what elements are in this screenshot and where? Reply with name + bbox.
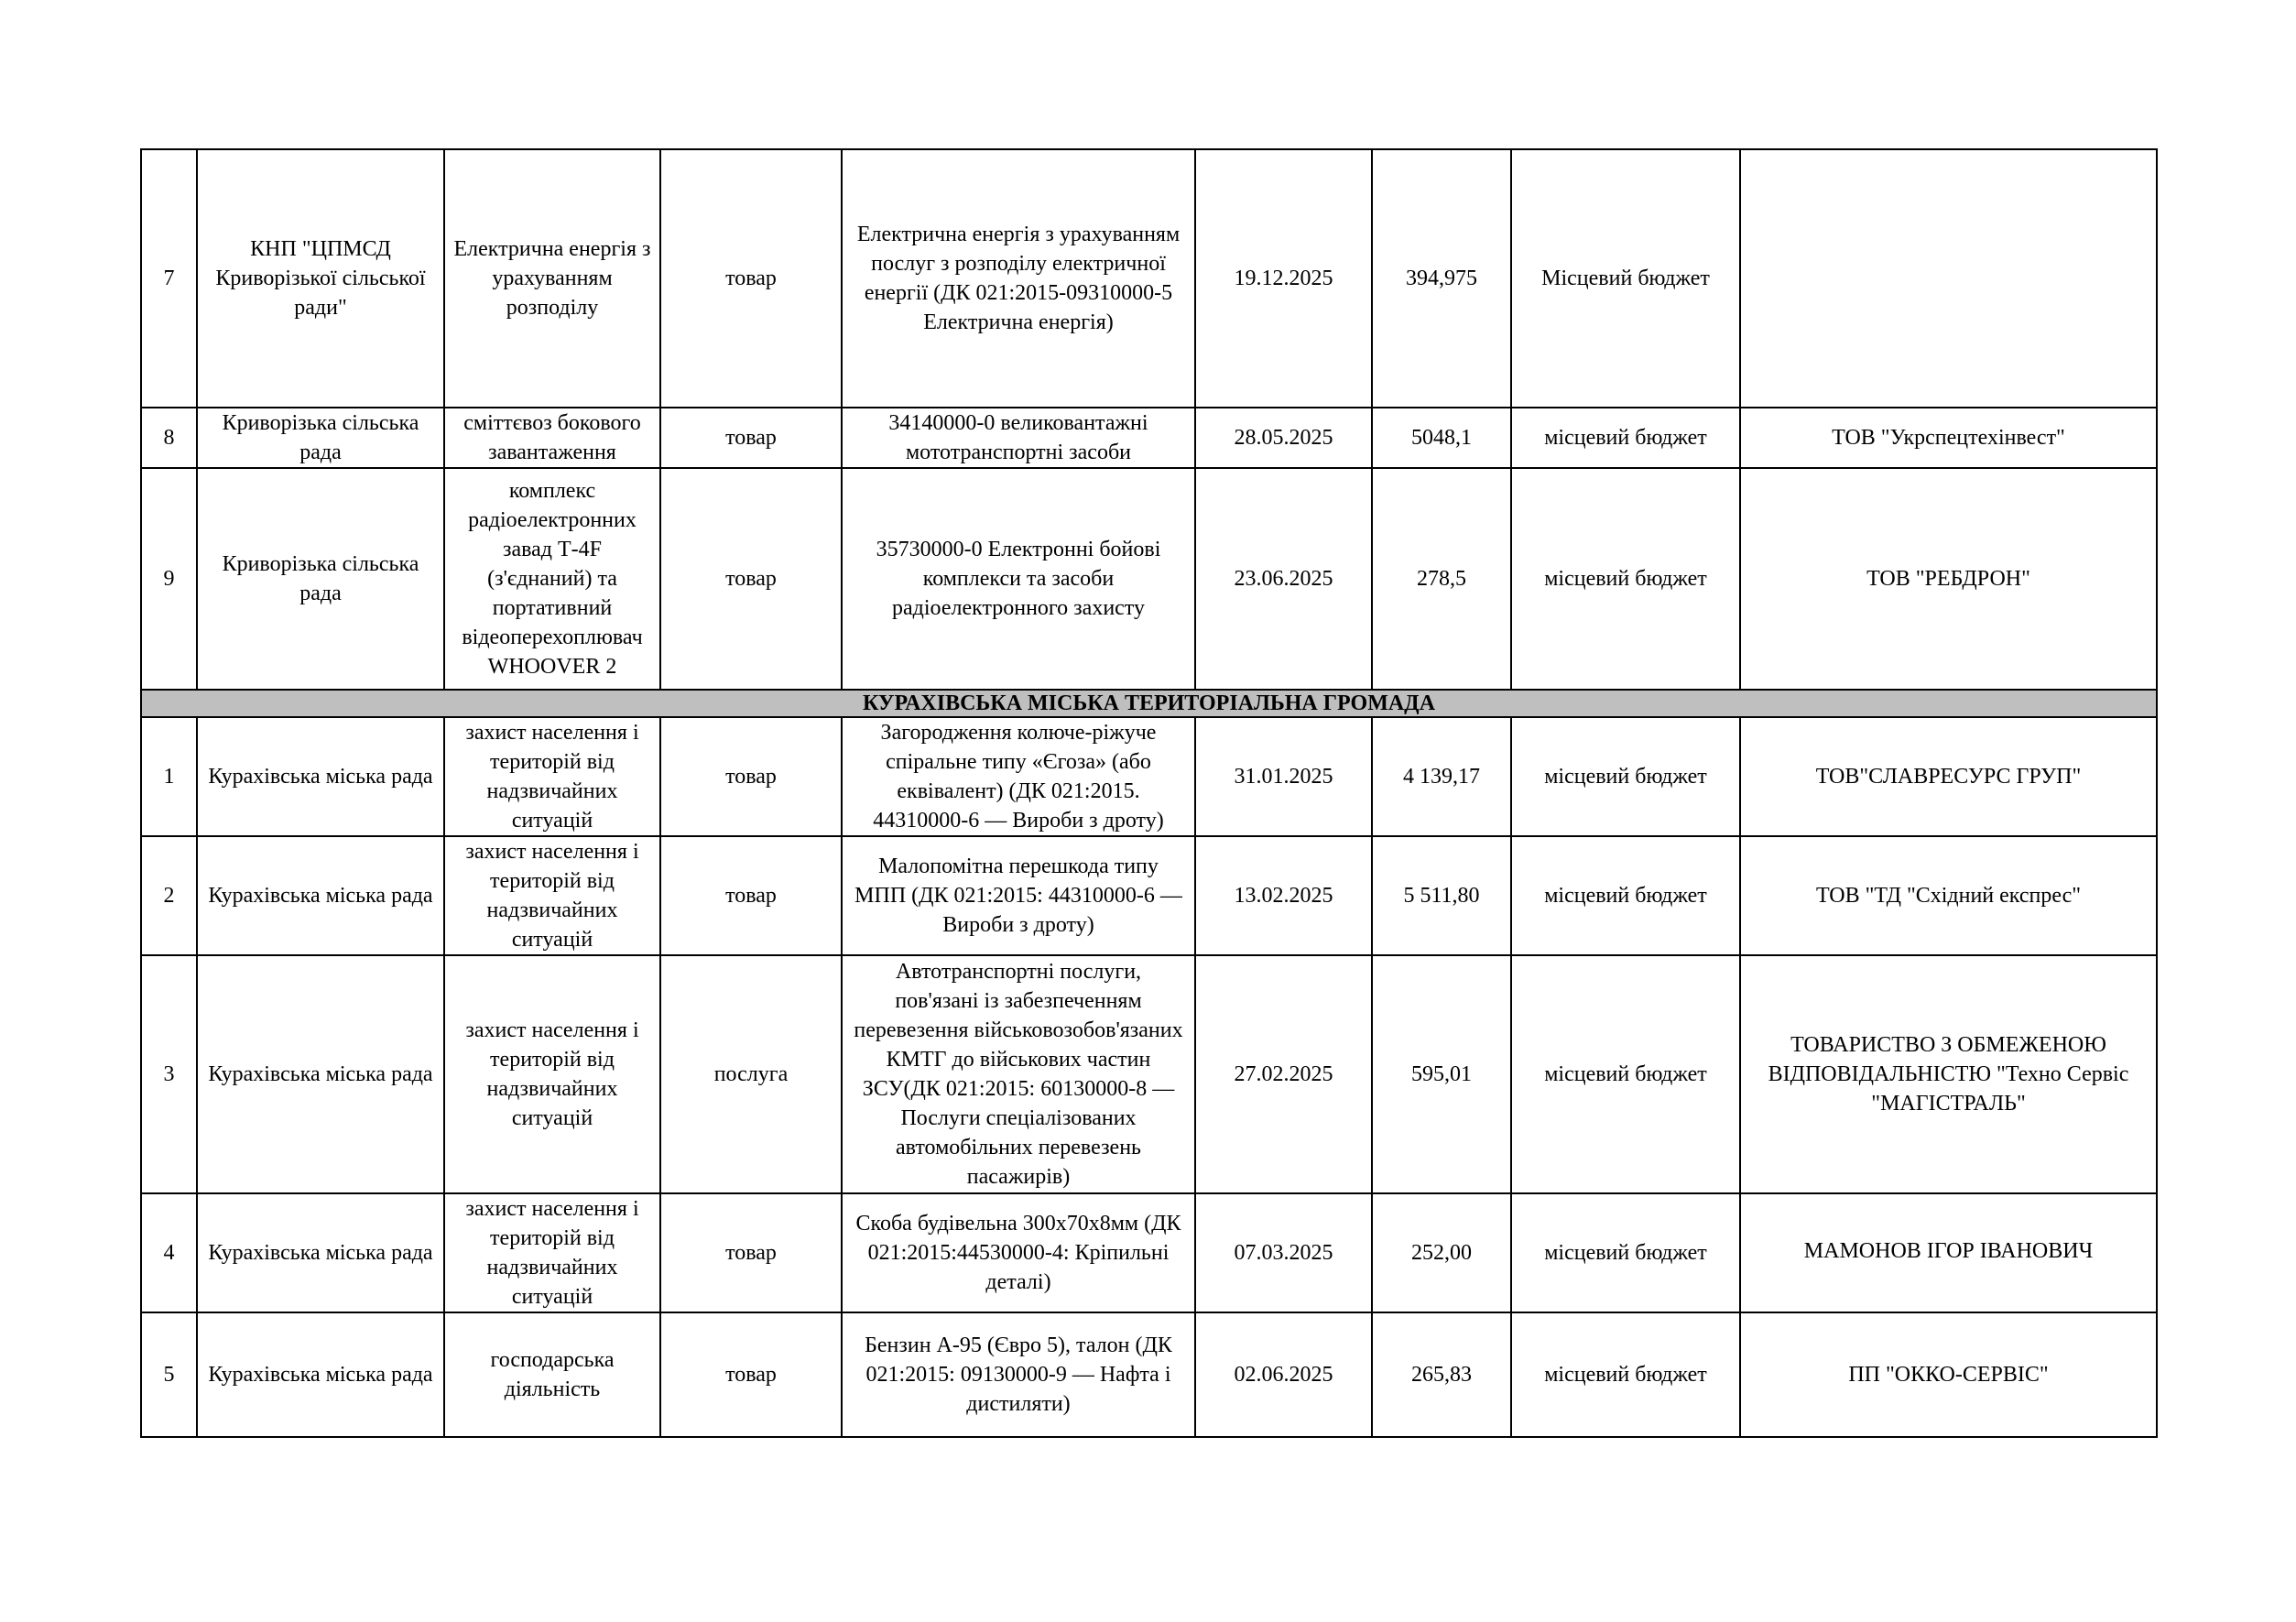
procurement-type: товар	[660, 468, 842, 690]
row-number: 7	[141, 149, 197, 408]
funding-source: місцевий бюджет	[1511, 468, 1740, 690]
section-header-row	[141, 690, 2157, 717]
table-row	[141, 1312, 2157, 1437]
supplier-name	[1740, 149, 2157, 408]
customer-name: Курахівська міська рада	[197, 955, 444, 1193]
funding-source: місцевий бюджет	[1511, 717, 1740, 836]
table-row	[141, 468, 2157, 690]
row-number: 2	[141, 836, 197, 955]
table-row	[141, 149, 2157, 408]
procurement-table	[140, 148, 2158, 1438]
supplier-name: ТОВАРИСТВО З ОБМЕЖЕНОЮ ВІДПОВІДАЛЬНІСТЮ "Техно Сервіс "МАГІСТРАЛЬ"	[1740, 955, 2157, 1193]
funding-source: місцевий бюджет	[1511, 1312, 1740, 1437]
procurement-subject: Електрична енергія з урахуванням розподілу	[444, 149, 660, 408]
row-number: 8	[141, 408, 197, 468]
procurement-subject: захист населення і територій від надзвичайних ситуацій	[444, 955, 660, 1193]
procurement-type: товар	[660, 1193, 842, 1312]
funding-source: місцевий бюджет	[1511, 1193, 1740, 1312]
dk-code-description: Малопомітна перешкода типу МПП (ДК 021:2015: 44310000-6 — Вироби з дроту)	[842, 836, 1195, 955]
customer-name: Курахівська міська рада	[197, 1312, 444, 1437]
row-number: 3	[141, 955, 197, 1193]
table-row	[141, 836, 2157, 955]
supplier-name: ТОВ "Укрспецтехінвест"	[1740, 408, 2157, 468]
funding-source: Місцевий бюджет	[1511, 149, 1740, 408]
contract-date: 31.01.2025	[1195, 717, 1372, 836]
dk-code-description: 34140000-0 великовантажні мототранспортні засоби	[842, 408, 1195, 468]
table-row	[141, 955, 2157, 1193]
supplier-name: МАМОНОВ ІГОР ІВАНОВИЧ	[1740, 1193, 2157, 1312]
dk-code-description: Автотранспортні послуги, пов'язані із забезпеченням перевезення військовозобов'язаних КМТГ до військових частин ЗСУ(ДК 021:2015: 60130000-8 — Послуги спеціалізованих автомобільних перевезень пасажирів)	[842, 955, 1195, 1193]
customer-name: Курахівська міська рада	[197, 836, 444, 955]
customer-name: КНП "ЦПМСД Криворізької сільської ради"	[197, 149, 444, 408]
contract-amount: 278,5	[1372, 468, 1511, 690]
contract-date: 23.06.2025	[1195, 468, 1372, 690]
contract-date: 28.05.2025	[1195, 408, 1372, 468]
procurement-subject: комплекс радіоелектронних завад Т-4F (з'єднаний) та портативний відеоперехоплювач WHOOVER 2	[444, 468, 660, 690]
procurement-type: товар	[660, 717, 842, 836]
supplier-name: ТОВ "РЕБДРОН"	[1740, 468, 2157, 690]
customer-name: Курахівська міська рада	[197, 717, 444, 836]
dk-code-description: Скоба будівельна 300х70х8мм (ДК 021:2015:44530000-4: Кріпильні деталі)	[842, 1193, 1195, 1312]
row-number: 9	[141, 468, 197, 690]
contract-amount: 5048,1	[1372, 408, 1511, 468]
procurement-type: товар	[660, 408, 842, 468]
customer-name: Криворізька сільська рада	[197, 468, 444, 690]
funding-source: місцевий бюджет	[1511, 408, 1740, 468]
dk-code-description: Загородження колюче-ріжуче спіральне типу «Єгоза» (або еквівалент) (ДК 021:2015. 44310000-6 — Вироби з дроту)	[842, 717, 1195, 836]
procurement-subject: захист населення і територій від надзвичайних ситуацій	[444, 836, 660, 955]
row-number: 1	[141, 717, 197, 836]
procurement-subject: захист населення і територій від надзвичайних ситуацій	[444, 1193, 660, 1312]
procurement-subject: захист населення і територій від надзвичайних ситуацій	[444, 717, 660, 836]
procurement-subject: сміттєвоз бокового завантаження	[444, 408, 660, 468]
contract-date: 19.12.2025	[1195, 149, 1372, 408]
procurement-type: товар	[660, 836, 842, 955]
contract-date: 27.02.2025	[1195, 955, 1372, 1193]
procurement-type: послуга	[660, 955, 842, 1193]
customer-name: Криворізька сільська рада	[197, 408, 444, 468]
contract-amount: 595,01	[1372, 955, 1511, 1193]
procurement-type: товар	[660, 149, 842, 408]
contract-amount: 394,975	[1372, 149, 1511, 408]
table-row	[141, 408, 2157, 468]
dk-code-description: 35730000-0 Електронні бойові комплекси та засоби радіоелектронного захисту	[842, 468, 1195, 690]
section-title: КУРАХІВСЬКА МІСЬКА ТЕРИТОРІАЛЬНА ГРОМАДА	[141, 690, 2157, 717]
contract-date: 02.06.2025	[1195, 1312, 1372, 1437]
supplier-name: ТОВ "ТД "Східний експрес"	[1740, 836, 2157, 955]
procurement-subject: господарська діяльність	[444, 1312, 660, 1437]
contract-amount: 252,00	[1372, 1193, 1511, 1312]
row-number: 4	[141, 1193, 197, 1312]
contract-amount: 265,83	[1372, 1312, 1511, 1437]
supplier-name: ТОВ"СЛАВРЕСУРС ГРУП"	[1740, 717, 2157, 836]
customer-name: Курахівська міська рада	[197, 1193, 444, 1312]
table-row	[141, 1193, 2157, 1312]
procurement-type: товар	[660, 1312, 842, 1437]
contract-amount: 5 511,80	[1372, 836, 1511, 955]
contract-date: 07.03.2025	[1195, 1193, 1372, 1312]
funding-source: місцевий бюджет	[1511, 955, 1740, 1193]
contract-date: 13.02.2025	[1195, 836, 1372, 955]
dk-code-description: Електрична енергія з урахуванням послуг з розподілу електричної енергії (ДК 021:2015-09310000-5 Електрична енергія)	[842, 149, 1195, 408]
supplier-name: ПП "ОККО-СЕРВІС"	[1740, 1312, 2157, 1437]
row-number: 5	[141, 1312, 197, 1437]
contract-amount: 4 139,17	[1372, 717, 1511, 836]
funding-source: місцевий бюджет	[1511, 836, 1740, 955]
table-row	[141, 717, 2157, 836]
dk-code-description: Бензин А-95 (Євро 5), талон (ДК 021:2015: 09130000-9 — Нафта і дистиляти)	[842, 1312, 1195, 1437]
